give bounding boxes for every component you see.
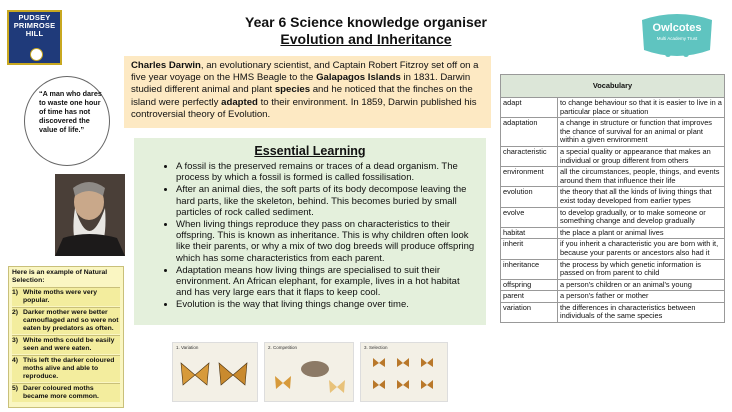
essential-point: • Evolution is the way that living things change over time. [176, 299, 478, 310]
school-logo-line3: HILL [25, 29, 44, 38]
vocab-definition: the differences in characteristics between individuals of the same species [558, 302, 725, 322]
table-row [501, 227, 725, 239]
page-title [200, 14, 532, 48]
essential-point: • When living things reproduce they pass on characteristics to their offspring. This is known as inheritance. This is why children often look like their parents, or why a mix of two dog breeds will produce offspring which has some characteristics from each parent. [176, 219, 478, 264]
list-item [12, 307, 120, 334]
vocabulary-heading: Vocabulary [501, 75, 725, 98]
trust-name: Owlcotes [652, 22, 702, 34]
table-row [501, 279, 725, 291]
moths-icon [173, 343, 257, 401]
vocab-word: parent [501, 291, 558, 303]
natural-selection-box [8, 266, 124, 408]
intro-box [124, 56, 491, 128]
intro-darwin: Charles Darwin [131, 60, 201, 71]
trust-subtitle: Multi Academy Trust [656, 36, 698, 41]
vocab-definition: the process by which genetic information is passed on from parent to child [558, 259, 725, 279]
intro-species: species [274, 84, 311, 96]
vocab-definition: to change behaviour so that it is easier to live in a particular place or situation [558, 98, 725, 118]
vocab-word: offspring [501, 279, 558, 291]
list-item [12, 335, 120, 354]
item-number: 5) [12, 385, 19, 392]
item-number: 4) [12, 357, 19, 364]
list-item [12, 355, 120, 382]
essential-learning [134, 138, 486, 325]
table-row [501, 259, 725, 279]
essential-list [142, 161, 478, 311]
intro-text-1: , an evolutionary scientist, and Captain Robert Fitzroy set off on a five year voyage on the HMS Beagle to the [131, 60, 479, 84]
intro-text-3: and he noticed that the finches on the island were perfectly [131, 84, 473, 108]
competition-label: 2. Competition [268, 345, 298, 350]
bird-and-moths-icon [265, 343, 353, 401]
competition-panel [264, 342, 354, 402]
table-row [501, 146, 725, 166]
vocab-definition: if you inherit a characteristic you are born with it, because your parents or ancestors also had it [558, 239, 725, 259]
table-row [501, 167, 725, 187]
item-text: White moths were very popular. [23, 289, 98, 304]
vocab-definition: the place a plant or animal lives [558, 227, 725, 239]
school-logo [7, 10, 62, 65]
owl-icon [632, 10, 722, 60]
essential-point: • After an animal dies, the soft parts of its body decompose leaving the hard parts, like the skeleton, behind. This becomes buried by small particles of rock called sediment. [176, 184, 478, 218]
vocab-word: evolve [501, 207, 558, 227]
vocab-word: habitat [501, 227, 558, 239]
vocab-definition: a person's children or an animal's young [558, 279, 725, 291]
item-text: White moths could be easily seen and were eaten. [23, 337, 115, 352]
vocab-definition: a change in structure or function that improves the chance of survival for an animal or plant within a given environment [558, 118, 725, 147]
list-item [12, 287, 120, 306]
school-logo-line2: PRIMROSE [13, 21, 56, 30]
title-line1: Year 6 Science knowledge organiser [245, 14, 487, 30]
table-row [501, 239, 725, 259]
selected-moths-icon [361, 343, 447, 401]
vocab-word: characteristic [501, 146, 558, 166]
essential-heading: Essential Learning [254, 144, 366, 158]
item-number: 1) [12, 289, 19, 296]
natural-selection-diagram [172, 336, 446, 404]
vocab-word: environment [501, 167, 558, 187]
item-text: Darker mother were better camouflaged and so were not eaten by predators as often. [23, 309, 119, 332]
vocab-definition: a person's father or mother [558, 291, 725, 303]
intro-text-4: to their environment. In 1859, Darwin published his controversial theory of Evolution. [131, 96, 477, 120]
intro-adapted: adapted [221, 96, 258, 108]
title-line2: Evolution and Inheritance [280, 31, 452, 47]
table-row [501, 207, 725, 227]
vocab-definition: the theory that all the kinds of living things that exist today developed from earlier types [558, 187, 725, 207]
selection-panel [360, 342, 448, 402]
vocab-word: inherit [501, 239, 558, 259]
item-text: Darer coloured moths became more common. [23, 385, 99, 400]
table-row [501, 118, 725, 147]
table-row [501, 187, 725, 207]
vocab-word: evolution [501, 187, 558, 207]
vocab-word: inheritance [501, 259, 558, 279]
variation-panel [172, 342, 258, 402]
darwin-quote: “A man who dares to waste one hour of time has not discovered the value of life.” [24, 76, 110, 166]
list-item [12, 383, 120, 402]
item-text: This left the darker coloured moths alive and able to reproduce. [23, 357, 115, 380]
table-row [501, 302, 725, 322]
table-row [501, 98, 725, 118]
table-header-row [501, 75, 725, 98]
variation-label: 1. Variation [176, 345, 199, 350]
vocab-word: variation [501, 302, 558, 322]
intro-text-2: in 1831. Darwin studied different animal and plant [131, 72, 471, 96]
vocab-word: adaptation [501, 118, 558, 147]
natural-selection-list [12, 287, 120, 402]
vocab-definition: a special quality or appearance that makes an individual or group different from others [558, 146, 725, 166]
darwin-portrait [55, 174, 125, 256]
selection-label: 3. Selection [364, 345, 388, 350]
intro-galapagos: Galapagos Islands [316, 72, 401, 84]
item-number: 3) [12, 337, 19, 344]
vocab-word: adapt [501, 98, 558, 118]
football-icon [30, 48, 43, 61]
natural-selection-heading: Here is an example of Natural Selection: [12, 269, 108, 284]
essential-point: • Adaptation means how living things are specialised to suit their environment. An African elephant, for example, lives in a hot habitat and has very large ears that it flaps to keep cool. [176, 265, 478, 299]
essential-point: • A fossil is the preserved remains or traces of a dead organism. The process by which a fossil is formed is called fossilisation. [176, 161, 478, 183]
table-row [501, 291, 725, 303]
vocab-definition: all the circumstances, people, things, and events around them that influence their life [558, 167, 725, 187]
vocab-definition: to develop gradually, or to make someone or something change and develop gradually [558, 207, 725, 227]
school-logo-line1: PUDSEY [18, 13, 51, 22]
vocabulary-table [500, 74, 725, 323]
item-number: 2) [12, 309, 19, 316]
portrait-image [55, 174, 125, 256]
trust-logo [632, 10, 722, 60]
